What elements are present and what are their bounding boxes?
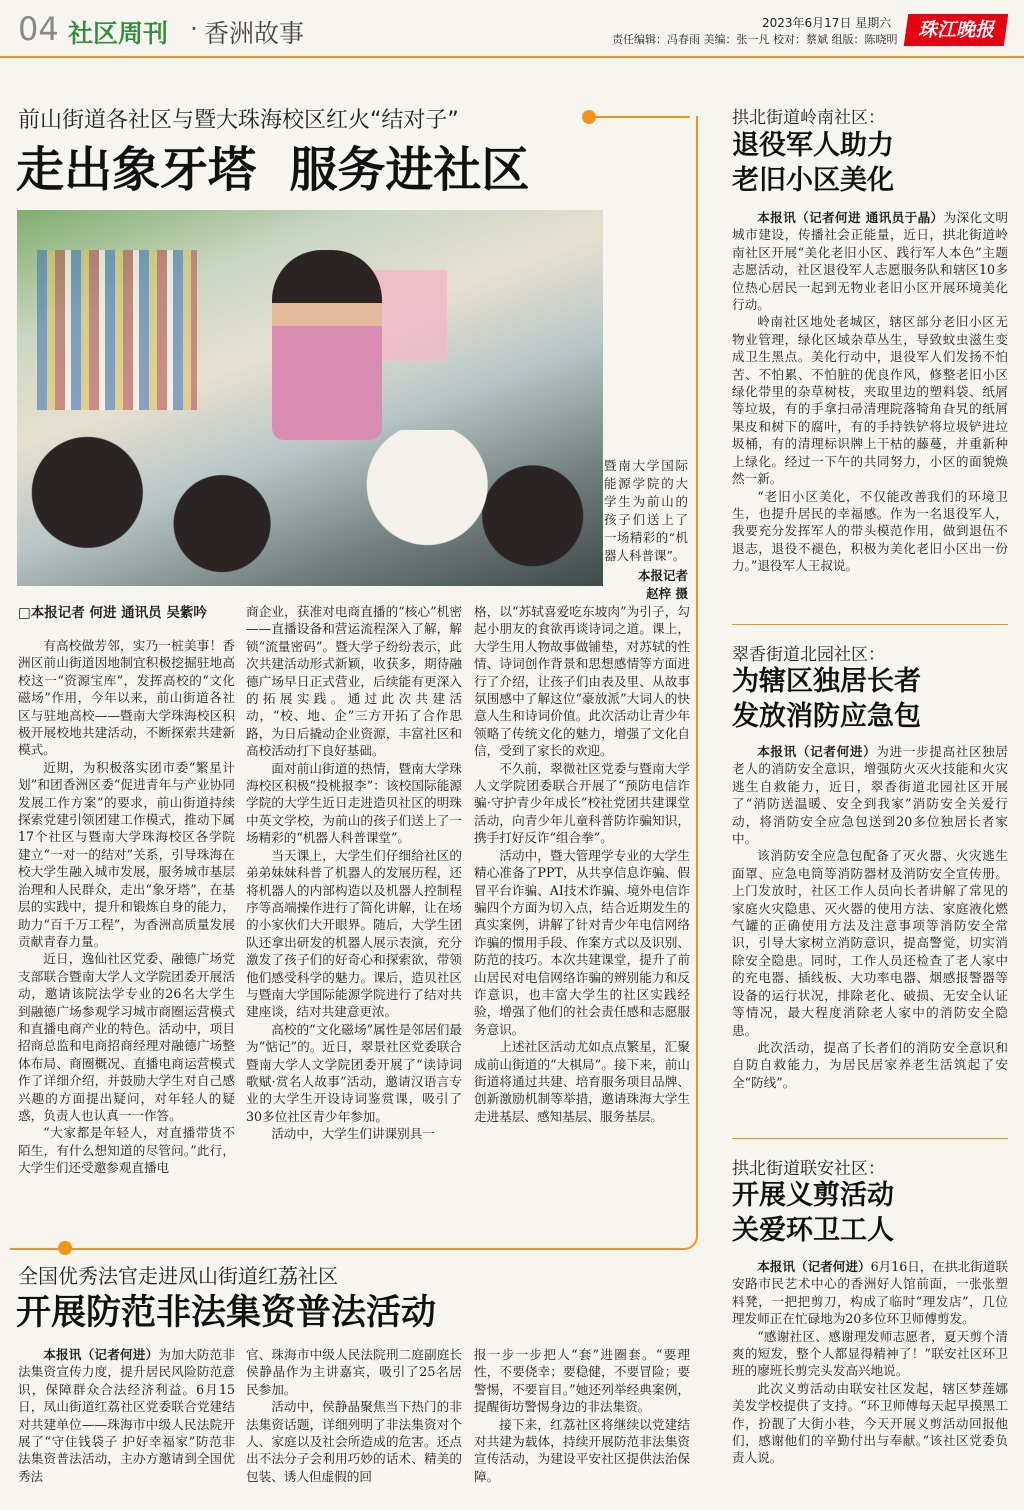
paragraph: 格，以“苏轼喜爱吃东坡肉”为引子，勾起小朋友的食欲再谈诗词之道。课上，大学生用人物故事做铺垫，对苏轼的性情、诗词创作背景和思想感情等方面进行了介绍，让孩子们由表及里、从故事氛围感中了解这位“豪放派”大词人的快意人生和诗词价值。此次活动让青少年领略了传统文化的魅力，增强了文化自信，受到了家长的欢迎。 xyxy=(474,604,690,759)
side1-headline-2: 老旧小区美化 xyxy=(732,165,894,196)
paragraph: “老旧小区美化，不仅能改善我们的环境卫生，也提升居民的幸福感。作为一名退役军人，我要充分发挥军人的带头模范作用，做到退伍不退志，退役不褪色，积极为美化老旧小区出一份力。”退役军人王叔说。 xyxy=(732,488,1008,574)
paragraph xyxy=(732,209,1008,313)
paragraph: 报一步一步把人“套”进圈套。“要理性，不要侥幸；要稳健，不要冒险；要警惕，不要盲目。”她还列举经典案例，提醒街坊警惕身边的非法集资。 xyxy=(474,1347,690,1415)
second-col-2 xyxy=(246,1346,462,1506)
second-kicker: 全国优秀法官走进凤山街道红荔社区 xyxy=(18,1264,338,1288)
side1-kicker: 拱北街道岭南社区： xyxy=(732,108,885,128)
paragraph: “大家都是年轻人，对直播带货不陌生，有什么想知道的尽管问。”此行，大学生们还受邀参观直播电 xyxy=(18,1125,235,1176)
paragraph: “感谢社区、感谢理发师志愿者，夏天剪个清爽的短发，整个人都显得精神了！”联安社区环卫班的廖班长剪完头发高兴地说。 xyxy=(732,1328,1008,1379)
side-divider xyxy=(732,624,1008,625)
paragraph: 当天课上，大学生们仔细给社区的弟弟妹妹科普了机器人的发展历程，还将机器人的内部构造以及机器人控制程序等高端操作进行了简化讲解，让在场的小家伙们大开眼界。随后，大学生团队还拿出研发的机器人展示表演，充分激发了孩子们的好奇心和探索欲，带领他们感受科学的魅力。课后，造贝社区与暨南大学国际能源学院进行了结对共建座谈，结对共建意更浓。 xyxy=(246,847,462,1020)
orange-dot xyxy=(58,1241,72,1255)
paragraph xyxy=(732,1258,1008,1328)
side1-body xyxy=(732,209,1008,603)
second-col-1 xyxy=(18,1346,235,1506)
paragraph: 有高校做芳邻，实乃一桩美事！香洲区前山街道因地制宜积极挖掘驻地高校这一“资源宝库”，发挥高校的“文化磁场”作用，今年以来，前山街道各社区与驻地高校——暨南大学珠海校区积极开展校地共建活动，不断探索共建新模式。 xyxy=(18,638,235,758)
paragraph: 岭南社区地处老城区，辖区部分老旧小区无物业管理，绿化区域杂草丛生，导致蚊虫滋生变成卫生黑点。美化行动中，退役军人们发扬不怕苦、不怕累、不怕脏的优良作风，修整老旧小区绿化带里的杂草树枝，夹取里边的塑料袋、纸屑等垃圾，有的手拿扫帚清理院落犄角旮旯的纸屑果皮和树下的腐叶，有的手持铁铲将垃圾铲进垃圾桶，有的清理标识牌上干枯的藤蔓，并重新种上绿化。经过一下午的共同努力，小区的面貌焕然一新。 xyxy=(732,314,1008,487)
logo-text: 珠江晚报 xyxy=(917,19,994,41)
side3-body xyxy=(732,1258,1008,1506)
photo-credit-role: 本报记者 xyxy=(637,568,688,583)
lead-label: 本报讯（记者何进 通讯员于晶） xyxy=(757,210,944,225)
main-col-1 xyxy=(18,637,235,1227)
masthead-rule xyxy=(0,56,1024,58)
photo-shelf xyxy=(37,250,197,410)
page-number: 04 xyxy=(18,10,59,48)
newspaper-logo xyxy=(904,14,1008,46)
section-dot: · xyxy=(190,14,198,43)
orange-dot xyxy=(582,110,596,124)
photo-caption-text: 暨南大学国际能源学院的大学生为前山的孩子们送上了一场精彩的“机器人科普课”。 xyxy=(604,458,688,563)
main-headline: 走出象牙塔 服务进社区 xyxy=(16,142,530,198)
side2-headline-2: 发放消防应急包 xyxy=(732,701,921,732)
paragraph: 活动中，侯静晶聚焦当下热门的非法集资话题，详细列明了非法集资对个人、家庭以及社会所造成的危害。还点出不法分子会利用巧妙的话术、精美的包装、诱人但虚假的回 xyxy=(246,1399,462,1484)
second-headline: 开展防范非法集资普法活动 xyxy=(16,1293,437,1333)
paragraph: 高校的“文化磁场”属性是邻居们最为“惦记”的。近日，翠景社区党委联合暨南大学人文学院团委开展了“读诗词歌赋·赏名人故事”活动，邀请汉语言专业的大学生开设诗词鉴赏课，吸引了30多位社区青少年参加。 xyxy=(246,1021,462,1124)
side3-headline-2: 关爱环卫工人 xyxy=(732,1215,894,1246)
photo-caption xyxy=(604,457,688,603)
paragraph: 面对前山街道的热情，暨南大学珠海校区积极“投桃报李”：该校国际能源学院的大学生近日走进造贝社区的明珠中英文学校，为前山的孩子们送上了一场精彩的“机器人科普课堂”。 xyxy=(246,760,462,846)
issue-date: 2023年6月17日 星期六 xyxy=(762,16,892,30)
main-col-2 xyxy=(246,603,462,1227)
paragraph: 不久前，翠微社区党委与暨南大学人文学院团委联合开展了“预防电信诈骗·守护青少年成长”校社党团共建课堂活动，向青少年儿童科普防诈骗知识，携手打好反诈“组合拳”。 xyxy=(474,760,690,846)
paragraph: 上述社区活动尤如点点繁星，汇聚成前山街道的“大棋局”。接下来，前山街道将通过共建、培育服务项目品牌、创新激励机制等举措，邀请珠海大学生走进基层、感知基层、服务基层。 xyxy=(474,1039,690,1124)
side2-headline-1: 为辖区独居长者 xyxy=(732,666,921,697)
photo-children xyxy=(17,430,603,586)
photo-credit-name: 赵梓 摄 xyxy=(646,586,688,601)
masthead xyxy=(0,0,1024,56)
side3-headline-1: 开展义剪活动 xyxy=(732,1180,894,1211)
lead-text: 为加大防范非法集资宣传力度，提升居民风险防范意识，保障群众合法经济利益。6月15日，凤山街道红荔社区党委联合党建结对共建单位——珠海市中级人民法院开展了“守住钱袋子 护好幸福家”防范非法集资普法活动，主办方邀请到全国优秀法 xyxy=(18,1347,235,1484)
paragraph: 活动中，大学生们讲课别具一 xyxy=(271,1126,435,1142)
lead-text: 为深化文明城市建设，传播社会正能量，近日，拱北街道岭南社区开展“美化老旧小区、践行军人本色”主题志愿活动，社区退役军人志愿服务队和辖区10多位热心居民一起到无物业老旧小区开展环境美化行动。 xyxy=(732,210,1008,313)
paragraph: 商企业，获准对电商直播的“核心”机密——直播设备和营运流程深入了解，解锁“流量密码”。暨大学子纷纷表示，此次共建活动形式新颖，收获多，期待融德广场早日正式营业，后续能有更深入的拓展实践。通过此次共建活动，“校、地、企”三方开拓了合作思路，为日后撬动企业资源，丰富社区和高校活动打下良好基础。 xyxy=(246,604,462,759)
section-name: 社区周刊 xyxy=(68,19,169,48)
photo-person xyxy=(272,250,382,440)
paragraph: 近期，为积极落实团市委“繁星计划”和团香洲区委“促进青年与产业协同发展工作方案”的要求，前山街道持续探索党建引领团建工作模式，推动下属17个社区与暨南大学珠海校区各学院建立“一对一的结对”关系，引导珠海在校大学生融入城市发展，服务城市基层治理和人民群众，走出“象牙塔”，在基层的实践中，提升和锻炼自身的能力，助力“百千万工程”，为香洲高质量发展贡献青春力量。 xyxy=(18,759,235,949)
paragraph xyxy=(732,743,1008,847)
lead-text: 为进一步提高社区独居老人的消防安全意识，增强防火灭火技能和火灾逃生自救能力，近日，翠香街道北园社区开展了“消防送温暖、安全到我家”消防安全关爱行动，将消防安全应急包送到20多位独居长者家中。 xyxy=(732,744,1008,847)
lead-text: 6月16日，在拱北街道联安路市民艺术中心的香洲好人馆前面，一张张塑料凳，一把把剪刀，构成了临时“理发店”，几位理发师正在忙碌地为20多位环卫师傅剪发。 xyxy=(732,1259,1008,1327)
main-kicker: 前山街道各社区与暨大珠海校区红火“结对子” xyxy=(18,108,459,133)
paragraph: 该消防安全应急包配备了灭火器、火灾逃生面罩、应急电筒等消防器材及消防安全宣传册。上门发放时，社区工作人员向长者讲解了常见的家庭火灾隐患、灭火器的使用方法、家庭液化燃气罐的正确使用方法及注意事项等消防安全常识，引导大家树立消防意识，提高警觉，切实消除安全隐患。同时，工作人员还检查了老人家中的充电器、插线板、大功率电器、烟感报警器等设备的运行状况，排除老化、破损、无安全认证等情况，最大程度消除老人家中的消防安全隐患。 xyxy=(732,848,1008,1038)
side1-headline-1: 退役军人助力 xyxy=(732,130,894,161)
second-col-3 xyxy=(474,1346,690,1506)
main-byline: □本报记者 何进 通讯员 吴紫吟 xyxy=(18,605,207,621)
main-col-3 xyxy=(474,603,690,1227)
side2-body xyxy=(732,743,1008,1121)
frame-top-rule xyxy=(590,116,690,118)
paragraph: 此次义剪活动由联安社区发起，辖区梦莲娜美发学校提供了支持。“环卫师傅每天起早摸黑工作，扮靓了大街小巷，今天开展义剪活动回报他们，感谢他们的辛勤付出与奉献。”该社区党委负责人说。 xyxy=(732,1380,1008,1466)
paragraph: 此次活动，提高了长者们的消防安全意识和自防自救能力，为居民居家养老生活筑起了安全“防线”。 xyxy=(732,1039,1008,1090)
lead-label: 本报讯（记者何进） xyxy=(43,1347,159,1362)
side3-kicker: 拱北街道联安社区： xyxy=(732,1159,885,1179)
main-photo xyxy=(17,210,603,586)
paragraph: 活动中，暨大管理学专业的大学生精心准备了PPT，从共享信息诈骗、假冒平台诈骗、AI技术诈骗、境外电信诈骗四个方面为切入点，结合近期发生的真实案例，讲解了针对青少年电信网络诈骗的惯用手段、作案方式以及识别、防范的技巧。本次共建课堂，提升了前山居民对电信网络诈骗的辨别能力和反诈意识，也丰富大学生的社区实践经验，增强了他们的社会责任感和志愿服务意识。 xyxy=(474,847,690,1037)
subsection-name: 香洲故事 xyxy=(204,19,305,48)
paragraph xyxy=(18,1346,235,1485)
paragraph: 接下来，红荔社区将继续以党建结对共建为载体，持续开展防范非法集资宣传活动，为建设平安社区提供法治保障。 xyxy=(474,1416,690,1484)
paragraph: 官、珠海市中级人民法院刑二庭副庭长侯静晶作为主讲嘉宾，吸引了25名居民参加。 xyxy=(246,1347,462,1397)
editor-credits: 责任编辑：冯春雨 美编：张一凡 校对：蔡斌 组版：陈晓明 xyxy=(612,33,898,46)
paragraph: 近日，逸仙社区党委、融德广场党支部联合暨南大学人文学院团委开展活动，邀请该院法学专业的26名大学生到融德广场参观学习城市商圈运营模式和直播电商产业的特色。活动中，项目招商总监和电商招商经理对融德广场整体布局、商圈概况、直播电商运营模式作了详细介绍，并鼓励大学生对自己感兴趣的方面提出疑问，对年轻人的疑惑，负责人也认真一一作答。 xyxy=(18,951,235,1123)
lead-label: 本报讯（记者何进） xyxy=(757,744,877,759)
lead-label: 本报讯（记者何进） xyxy=(757,1259,871,1274)
side2-kicker: 翠香街道北园社区： xyxy=(732,645,885,665)
side-divider xyxy=(732,1138,1008,1139)
